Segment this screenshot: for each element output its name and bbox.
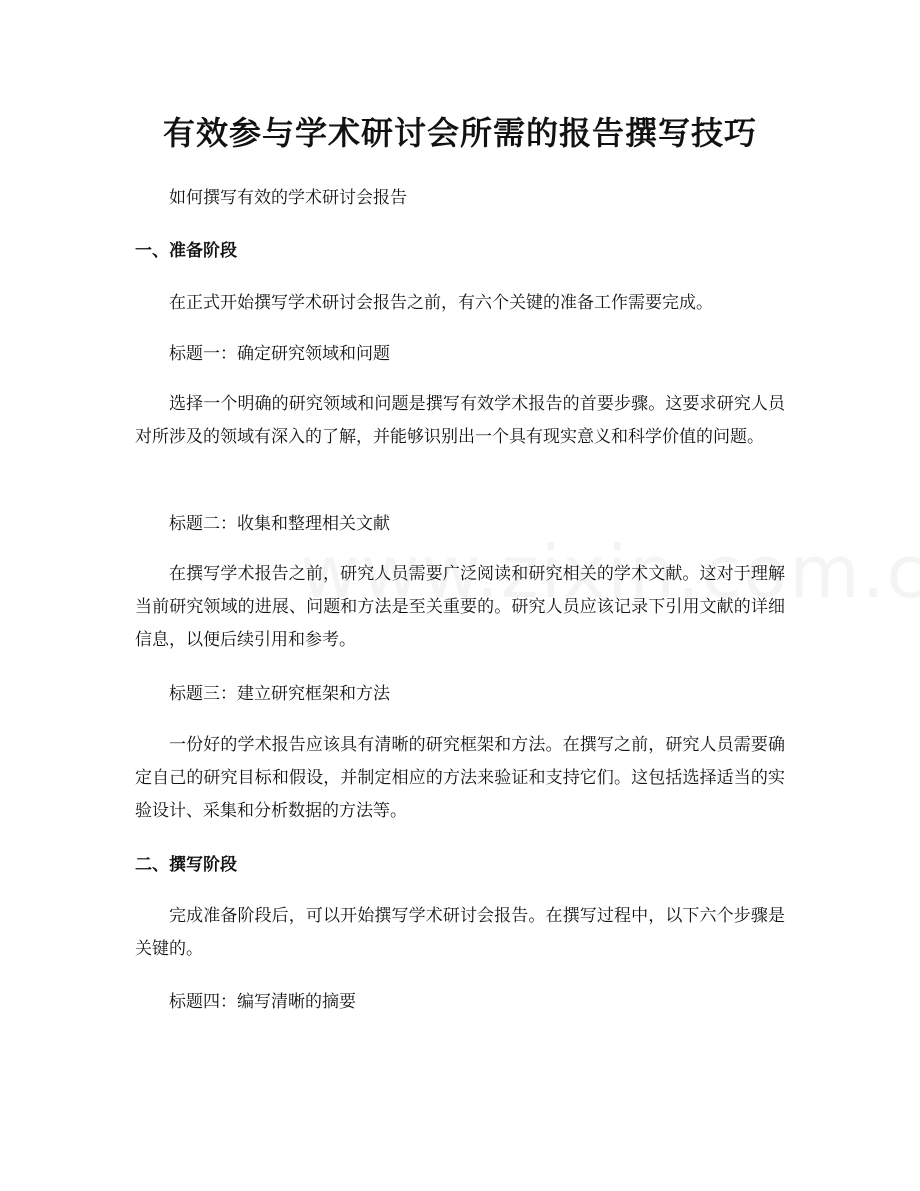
item-title-2: 标题二：收集和整理相关文献: [169, 514, 390, 534]
document-subtitle: 如何撰写有效的学术研讨会报告: [169, 188, 407, 208]
item-title-4: 标题四：编写清晰的摘要: [169, 992, 356, 1012]
section-heading-preparation: 一、准备阶段: [135, 241, 237, 261]
section-intro-preparation: 在正式开始撰写学术研讨会报告之前，有六个关键的准备工作需要完成。: [169, 293, 713, 313]
item-body-2: 在撰写学术报告之前，研究人员需要广泛阅读和研究相关的学术文献。这对于理解当前研究领域的进展、问题和方法是至关重要的。研究人员应该记录下引用文献的详细信息，以便后续引用和参考。: [135, 564, 785, 650]
item-body-1: 选择一个明确的研究领域和问题是撰写有效学术报告的首要步骤。这要求研究人员对所涉及的领域有深入的了解，并能够识别出一个具有现实意义和科学价值的问题。: [135, 394, 785, 447]
item-title-3: 标题三：建立研究框架和方法: [169, 684, 390, 704]
section-heading-writing: 二、撰写阶段: [135, 855, 237, 875]
item-body-3: 一份好的学术报告应该具有清晰的研究框架和方法。在撰写之前，研究人员需要确定自己的研究目标和假设，并制定相应的方法来验证和支持它们。这包括选择适当的实验设计、采集和分析数据的方法等。: [135, 735, 785, 821]
section-intro-writing: 完成准备阶段后，可以开始撰写学术研讨会报告。在撰写过程中，以下六个步骤是关键的。: [135, 906, 785, 959]
item-title-1: 标题一：确定研究领域和问题: [169, 344, 390, 364]
document-title: 有效参与学术研讨会所需的报告撰写技巧: [162, 114, 757, 152]
